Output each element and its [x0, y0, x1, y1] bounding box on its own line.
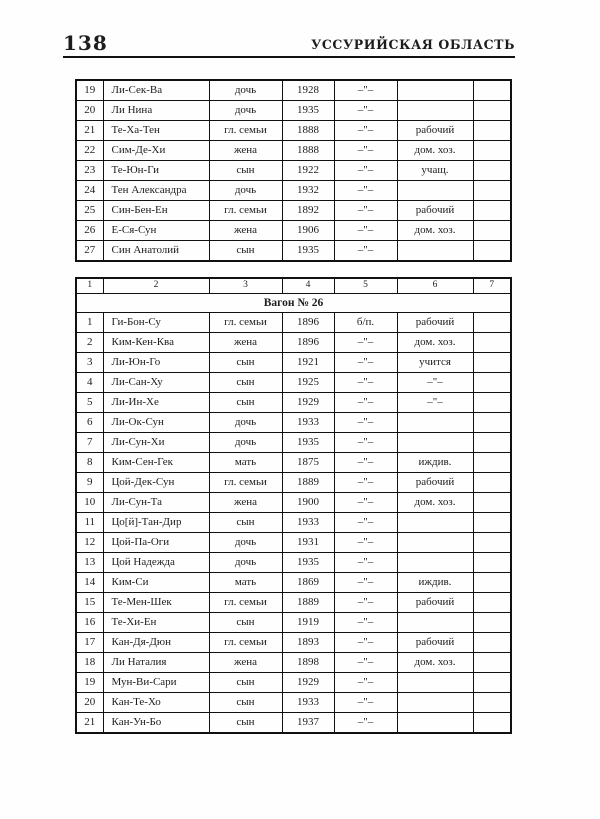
page-number: 138 — [63, 31, 108, 55]
party-status-cell: –"– — [334, 433, 397, 453]
table-row — [76, 221, 511, 241]
party-status-cell: –"– — [334, 393, 397, 413]
blank-cell — [473, 80, 511, 101]
party-status-cell: –"– — [334, 693, 397, 713]
occupation-cell — [397, 181, 473, 201]
table-row — [76, 473, 511, 493]
table-row — [76, 433, 511, 453]
table-row — [76, 553, 511, 573]
party-status-cell: –"– — [334, 493, 397, 513]
relation-cell: сын — [209, 393, 282, 413]
birth-year-cell: 1889 — [282, 473, 334, 493]
table-row — [76, 353, 511, 373]
birth-year-cell: 1919 — [282, 613, 334, 633]
relation-cell: дочь — [209, 553, 282, 573]
name-cell: Те-Ха-Тен — [103, 121, 209, 141]
relation-cell: жена — [209, 493, 282, 513]
name-cell: Ли Нина — [103, 101, 209, 121]
name-cell: Ли Наталия — [103, 653, 209, 673]
party-status-cell: –"– — [334, 553, 397, 573]
blank-cell — [473, 573, 511, 593]
occupation-cell: учащ. — [397, 161, 473, 181]
col-header-2: 2 — [103, 278, 209, 294]
table-row — [76, 333, 511, 353]
relation-cell: гл. семьи — [209, 121, 282, 141]
occupation-cell — [397, 713, 473, 734]
blank-cell — [473, 473, 511, 493]
row-number-cell: 4 — [76, 373, 103, 393]
relation-cell: жена — [209, 653, 282, 673]
relation-cell: дочь — [209, 433, 282, 453]
relation-cell: мать — [209, 453, 282, 473]
relation-cell: сын — [209, 693, 282, 713]
occupation-cell — [397, 533, 473, 553]
blank-cell — [473, 513, 511, 533]
relation-cell: сын — [209, 241, 282, 262]
table-row — [76, 373, 511, 393]
birth-year-cell: 1888 — [282, 141, 334, 161]
blank-cell — [473, 433, 511, 453]
party-status-cell: б/п. — [334, 313, 397, 333]
birth-year-cell: 1932 — [282, 181, 334, 201]
row-number-cell: 3 — [76, 353, 103, 373]
party-status-cell: –"– — [334, 613, 397, 633]
row-number-cell: 16 — [76, 613, 103, 633]
blank-cell — [473, 453, 511, 473]
relation-cell: сын — [209, 713, 282, 734]
occupation-cell: учится — [397, 353, 473, 373]
birth-year-cell: 1896 — [282, 313, 334, 333]
row-number-cell: 20 — [76, 101, 103, 121]
name-cell: Тен Александра — [103, 181, 209, 201]
relation-cell: сын — [209, 373, 282, 393]
table-row — [76, 533, 511, 553]
name-cell: Кан-Те-Хо — [103, 693, 209, 713]
blank-cell — [473, 121, 511, 141]
birth-year-cell: 1922 — [282, 161, 334, 181]
blank-cell — [473, 141, 511, 161]
name-cell: Сим-Де-Хи — [103, 141, 209, 161]
occupation-cell: иждив. — [397, 573, 473, 593]
table-row — [76, 393, 511, 413]
row-number-cell: 21 — [76, 713, 103, 734]
running-title: УССУРИЙСКАЯ ОБЛАСТЬ — [311, 36, 515, 53]
birth-year-cell: 1906 — [282, 221, 334, 241]
occupation-cell: дом. хоз. — [397, 653, 473, 673]
name-cell: Мун-Ви-Сари — [103, 673, 209, 693]
blank-cell — [473, 673, 511, 693]
row-number-cell: 21 — [76, 121, 103, 141]
table-row — [76, 493, 511, 513]
table-row — [76, 633, 511, 653]
row-number-cell: 11 — [76, 513, 103, 533]
table-row — [76, 413, 511, 433]
relation-cell: гл. семьи — [209, 201, 282, 221]
col-header-7: 7 — [473, 278, 511, 294]
name-cell: Ким-Сен-Гек — [103, 453, 209, 473]
party-status-cell: –"– — [334, 633, 397, 653]
table-row — [76, 573, 511, 593]
birth-year-cell: 1921 — [282, 353, 334, 373]
row-number-cell: 12 — [76, 533, 103, 553]
name-cell: Син Анатолий — [103, 241, 209, 262]
blank-cell — [473, 553, 511, 573]
relation-cell: сын — [209, 353, 282, 373]
occupation-cell: дом. хоз. — [397, 221, 473, 241]
row-number-cell: 18 — [76, 653, 103, 673]
relation-cell: сын — [209, 513, 282, 533]
blank-cell — [473, 533, 511, 553]
blank-cell — [473, 373, 511, 393]
col-header-4: 4 — [282, 278, 334, 294]
name-cell: Цой-Па-Оги — [103, 533, 209, 553]
row-number-cell: 1 — [76, 313, 103, 333]
occupation-cell — [397, 513, 473, 533]
blank-cell — [473, 333, 511, 353]
row-number-cell: 10 — [76, 493, 103, 513]
birth-year-cell: 1937 — [282, 713, 334, 734]
blank-cell — [473, 593, 511, 613]
row-number-cell: 9 — [76, 473, 103, 493]
table-row — [76, 181, 511, 201]
relation-cell: жена — [209, 141, 282, 161]
party-status-cell: –"– — [334, 161, 397, 181]
party-status-cell: –"– — [334, 473, 397, 493]
table-row — [76, 673, 511, 693]
relation-cell: дочь — [209, 181, 282, 201]
name-cell: Ли-Сек-Ва — [103, 80, 209, 101]
birth-year-cell: 1929 — [282, 393, 334, 413]
birth-year-cell: 1898 — [282, 653, 334, 673]
name-cell: Те-Юн-Ги — [103, 161, 209, 181]
occupation-cell: дом. хоз. — [397, 333, 473, 353]
occupation-cell: рабочий — [397, 473, 473, 493]
party-status-cell: –"– — [334, 101, 397, 121]
col-header-1: 1 — [76, 278, 103, 294]
col-header-3: 3 — [209, 278, 282, 294]
row-number-cell: 19 — [76, 80, 103, 101]
relation-cell: сын — [209, 161, 282, 181]
party-status-cell: –"– — [334, 221, 397, 241]
birth-year-cell: 1888 — [282, 121, 334, 141]
table-row — [76, 593, 511, 613]
blank-cell — [473, 393, 511, 413]
row-number-cell: 6 — [76, 413, 103, 433]
birth-year-cell: 1869 — [282, 573, 334, 593]
occupation-cell: рабочий — [397, 201, 473, 221]
blank-cell — [473, 713, 511, 734]
occupation-cell — [397, 693, 473, 713]
table-row — [76, 201, 511, 221]
birth-year-cell: 1889 — [282, 593, 334, 613]
wagon-section-title: Вагон № 26 — [76, 294, 511, 313]
table-row — [76, 513, 511, 533]
party-status-cell: –"– — [334, 713, 397, 734]
table-row — [76, 453, 511, 473]
blank-cell — [473, 493, 511, 513]
birth-year-cell: 1892 — [282, 201, 334, 221]
col-header-6: 6 — [397, 278, 473, 294]
name-cell: Син-Бен-Ен — [103, 201, 209, 221]
occupation-cell: рабочий — [397, 633, 473, 653]
blank-cell — [473, 101, 511, 121]
birth-year-cell: 1925 — [282, 373, 334, 393]
wagon-section-row — [76, 294, 511, 313]
blank-cell — [473, 221, 511, 241]
name-cell: Ли-Ок-Сун — [103, 413, 209, 433]
birth-year-cell: 1928 — [282, 80, 334, 101]
occupation-cell — [397, 241, 473, 262]
birth-year-cell: 1935 — [282, 101, 334, 121]
table-row — [76, 713, 511, 734]
birth-year-cell: 1900 — [282, 493, 334, 513]
name-cell: Кан-Дя-Дюн — [103, 633, 209, 653]
occupation-cell: рабочий — [397, 313, 473, 333]
table-row — [76, 241, 511, 262]
name-cell: Ли-Сун-Та — [103, 493, 209, 513]
blank-cell — [473, 201, 511, 221]
party-status-cell: –"– — [334, 413, 397, 433]
blank-cell — [473, 181, 511, 201]
name-cell: Ли-Сун-Хи — [103, 433, 209, 453]
blank-cell — [473, 313, 511, 333]
row-number-cell: 14 — [76, 573, 103, 593]
party-status-cell: –"– — [334, 333, 397, 353]
birth-year-cell: 1929 — [282, 673, 334, 693]
row-number-cell: 22 — [76, 141, 103, 161]
table-row — [76, 121, 511, 141]
occupation-cell — [397, 413, 473, 433]
occupation-cell — [397, 101, 473, 121]
name-cell: Кан-Ун-Бо — [103, 713, 209, 734]
row-number-cell: 15 — [76, 593, 103, 613]
birth-year-cell: 1931 — [282, 533, 334, 553]
occupation-cell — [397, 553, 473, 573]
party-status-cell: –"– — [334, 241, 397, 262]
relation-cell: жена — [209, 221, 282, 241]
name-cell: Те-Хи-Ен — [103, 613, 209, 633]
blank-cell — [473, 241, 511, 262]
row-number-cell: 2 — [76, 333, 103, 353]
blank-cell — [473, 613, 511, 633]
row-number-cell: 17 — [76, 633, 103, 653]
party-status-cell: –"– — [334, 513, 397, 533]
relation-cell: дочь — [209, 80, 282, 101]
occupation-cell — [397, 80, 473, 101]
blank-cell — [473, 653, 511, 673]
row-number-cell: 24 — [76, 181, 103, 201]
blank-cell — [473, 353, 511, 373]
occupation-cell: –"– — [397, 393, 473, 413]
occupation-cell — [397, 673, 473, 693]
table-row — [76, 101, 511, 121]
table-row — [76, 313, 511, 333]
name-cell: Цой Надежда — [103, 553, 209, 573]
relation-cell: гл. семьи — [209, 313, 282, 333]
table-row — [76, 80, 511, 101]
occupation-cell: рабочий — [397, 121, 473, 141]
name-cell: Цой-Дек-Сун — [103, 473, 209, 493]
party-status-cell: –"– — [334, 141, 397, 161]
col-header-5: 5 — [334, 278, 397, 294]
relation-cell: гл. семьи — [209, 633, 282, 653]
row-number-cell: 27 — [76, 241, 103, 262]
blank-cell — [473, 413, 511, 433]
relation-cell: мать — [209, 573, 282, 593]
birth-year-cell: 1935 — [282, 433, 334, 453]
party-status-cell: –"– — [334, 573, 397, 593]
birth-year-cell: 1935 — [282, 553, 334, 573]
party-status-cell: –"– — [334, 533, 397, 553]
passenger-roster-table-continuation — [75, 79, 512, 262]
relation-cell: дочь — [209, 413, 282, 433]
name-cell: Е-Ся-Сун — [103, 221, 209, 241]
table-row — [76, 141, 511, 161]
party-status-cell: –"– — [334, 181, 397, 201]
party-status-cell: –"– — [334, 353, 397, 373]
table-row — [76, 613, 511, 633]
row-number-cell: 7 — [76, 433, 103, 453]
occupation-cell: иждив. — [397, 453, 473, 473]
relation-cell: дочь — [209, 533, 282, 553]
party-status-cell: –"– — [334, 121, 397, 141]
page-header — [63, 31, 515, 58]
party-status-cell: –"– — [334, 80, 397, 101]
relation-cell: гл. семьи — [209, 593, 282, 613]
column-number-header-row — [76, 278, 511, 294]
party-status-cell: –"– — [334, 453, 397, 473]
birth-year-cell: 1933 — [282, 413, 334, 433]
occupation-cell — [397, 613, 473, 633]
birth-year-cell: 1933 — [282, 513, 334, 533]
row-number-cell: 8 — [76, 453, 103, 473]
name-cell: Ли-Ин-Хе — [103, 393, 209, 413]
occupation-cell: дом. хоз. — [397, 141, 473, 161]
name-cell: Ли-Юн-Го — [103, 353, 209, 373]
occupation-cell — [397, 433, 473, 453]
birth-year-cell: 1896 — [282, 333, 334, 353]
birth-year-cell: 1933 — [282, 693, 334, 713]
occupation-cell: дом. хоз. — [397, 493, 473, 513]
blank-cell — [473, 161, 511, 181]
birth-year-cell: 1893 — [282, 633, 334, 653]
party-status-cell: –"– — [334, 653, 397, 673]
row-number-cell: 13 — [76, 553, 103, 573]
name-cell: Ги-Бон-Су — [103, 313, 209, 333]
party-status-cell: –"– — [334, 593, 397, 613]
blank-cell — [473, 693, 511, 713]
row-number-cell: 5 — [76, 393, 103, 413]
row-number-cell: 19 — [76, 673, 103, 693]
blank-cell — [473, 633, 511, 653]
occupation-cell: –"– — [397, 373, 473, 393]
name-cell: Ли-Сан-Ху — [103, 373, 209, 393]
name-cell: Ким-Кен-Ква — [103, 333, 209, 353]
row-number-cell: 26 — [76, 221, 103, 241]
party-status-cell: –"– — [334, 201, 397, 221]
party-status-cell: –"– — [334, 373, 397, 393]
relation-cell: дочь — [209, 101, 282, 121]
wagon-26-roster-table — [75, 277, 512, 734]
name-cell: Цо[й]-Тан-Дир — [103, 513, 209, 533]
party-status-cell: –"– — [334, 673, 397, 693]
row-number-cell: 23 — [76, 161, 103, 181]
relation-cell: жена — [209, 333, 282, 353]
relation-cell: сын — [209, 613, 282, 633]
relation-cell: гл. семьи — [209, 473, 282, 493]
row-number-cell: 20 — [76, 693, 103, 713]
occupation-cell: рабочий — [397, 593, 473, 613]
table-row — [76, 161, 511, 181]
table-row — [76, 653, 511, 673]
birth-year-cell: 1935 — [282, 241, 334, 262]
relation-cell: сын — [209, 673, 282, 693]
name-cell: Те-Мен-Шек — [103, 593, 209, 613]
name-cell: Ким-Си — [103, 573, 209, 593]
table-row — [76, 693, 511, 713]
row-number-cell: 25 — [76, 201, 103, 221]
birth-year-cell: 1875 — [282, 453, 334, 473]
